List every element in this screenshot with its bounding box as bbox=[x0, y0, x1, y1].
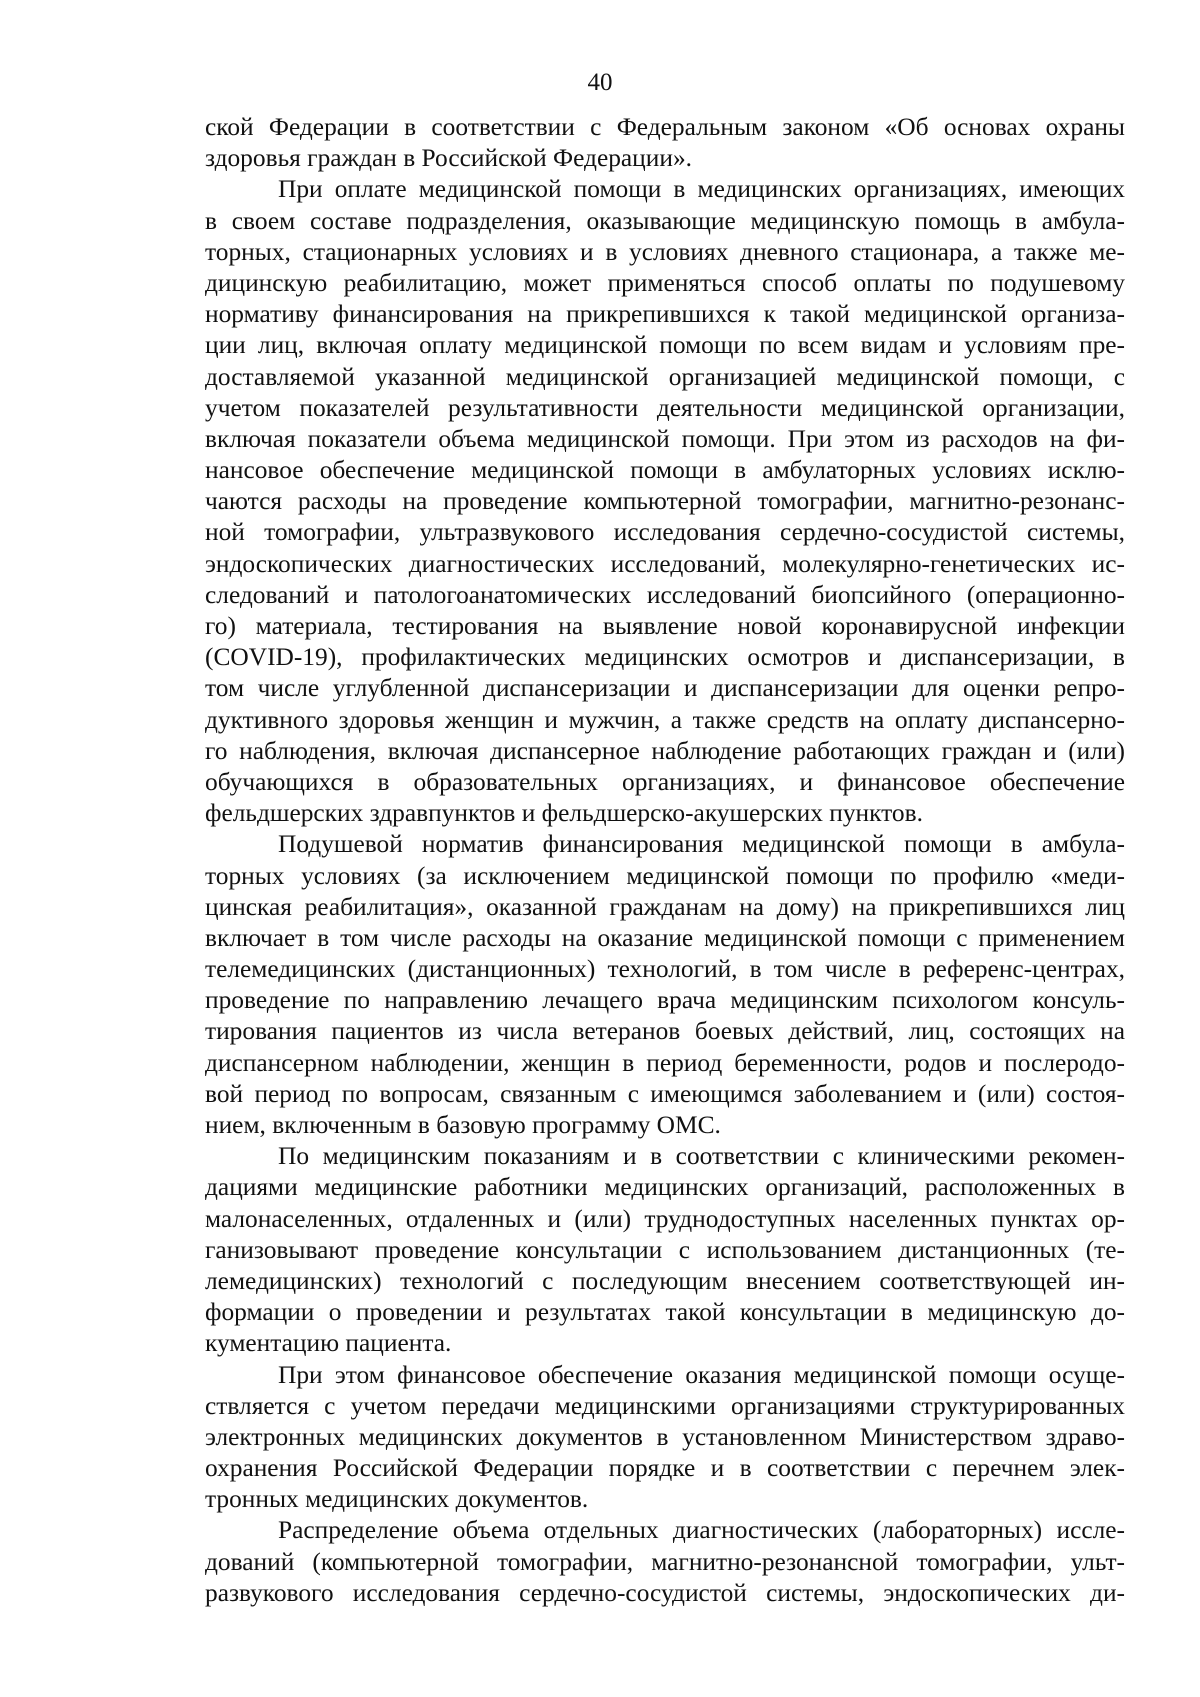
text-line: чаются расходы на проведение компьютерной томографии, магнитно-резонанс- bbox=[205, 487, 1125, 516]
text-line: обучающихся в образовательных организациях, и финансовое обеспечение bbox=[205, 767, 1125, 796]
text-line: нансовое обеспечение медицинской помощи в амбулаторных условиях исклю- bbox=[205, 456, 1125, 485]
text-line: тронных медицинских документов. bbox=[205, 1485, 589, 1514]
paragraph bbox=[205, 829, 1125, 1141]
paragraph bbox=[205, 1141, 1125, 1359]
text-line: го наблюдения, включая диспансерное наблюдение работающих граждан и (или) bbox=[205, 736, 1125, 765]
text-line: вой период по вопросам, связанным с имеющимся заболеванием и (или) состоя- bbox=[205, 1079, 1125, 1108]
text-line: (COVID-19), профилактических медицинских осмотров и диспансеризации, в bbox=[205, 643, 1125, 672]
text-line: учетом показателей результативности деятельности медицинской организации, bbox=[205, 393, 1125, 422]
paragraph bbox=[205, 174, 1125, 829]
page-number: 40 bbox=[587, 69, 613, 96]
text-line: телемедицинских (дистанционных) технологий, в том числе в референс-центрах, bbox=[205, 955, 1125, 984]
text-line: цинская реабилитация», оказанной гражданам на дому) на прикрепившихся лиц bbox=[205, 892, 1125, 921]
text-line: дуктивного здоровья женщин и мужчин, а также средств на оплату диспансерно- bbox=[205, 705, 1125, 734]
text-line: развукового исследования сердечно-сосудистой системы, эндоскопических ди- bbox=[205, 1578, 1125, 1607]
text-line: здоровья граждан в Российской Федерации». bbox=[205, 144, 692, 173]
text-line: включает в том числе расходы на оказание медицинской помощи с применением bbox=[205, 923, 1125, 952]
text-line: диспансерном наблюдении, женщин в период беременности, родов и послеродо- bbox=[205, 1048, 1125, 1077]
paragraph bbox=[205, 1360, 1125, 1516]
text-line: малонаселенных, отдаленных и (или) труднодоступных населенных пунктах ор- bbox=[205, 1204, 1125, 1233]
document-body bbox=[205, 112, 1125, 1609]
text-line: ской Федерации в соответствии с Федеральным законом «Об основах охраны bbox=[205, 113, 1125, 141]
text-line: При этом финансовое обеспечение оказания медицинской помощи осуще- bbox=[278, 1360, 1125, 1389]
text-line: Подушевой норматив финансирования медицинской помощи в амбула- bbox=[278, 830, 1125, 859]
text-line: электронных медицинских документов в установленном Министерством здраво- bbox=[205, 1422, 1125, 1451]
text-line: лемедицинских) технологий с последующим внесением соответствующей ин- bbox=[205, 1266, 1125, 1295]
text-line: охранения Российской Федерации порядке и в соответствии с перечнем элек- bbox=[205, 1454, 1125, 1483]
text-line: в своем составе подразделения, оказывающие медицинскую помощь в амбула- bbox=[205, 206, 1125, 235]
text-line: ной томографии, ультразвукового исследования сердечно-сосудистой системы, bbox=[205, 518, 1125, 547]
text-line: торных, стационарных условиях и в условиях дневного стационара, а также ме- bbox=[205, 237, 1125, 266]
text-line: При оплате медицинской помощи в медицинских организациях, имеющих bbox=[278, 175, 1125, 204]
text-line: По медицинским показаниям и в соответствии с клиническими рекомен- bbox=[278, 1142, 1125, 1171]
text-line: тирования пациентов из числа ветеранов боевых действий, лиц, состоящих на bbox=[205, 1017, 1125, 1046]
text-line: том числе углубленной диспансеризации и диспансеризации для оценки репро- bbox=[205, 674, 1125, 703]
text-line: ганизовывают проведение консультации с использованием дистанционных (те- bbox=[205, 1235, 1125, 1264]
text-line: го) материала, тестирования на выявление новой коронавирусной инфекции bbox=[205, 612, 1125, 640]
text-line: дований (компьютерной томографии, магнитно-резонансной томографии, ульт- bbox=[205, 1547, 1125, 1576]
text-line: проведение по направлению лечащего врача медицинским психологом консуль- bbox=[205, 986, 1125, 1015]
paragraph bbox=[205, 112, 1125, 174]
text-line: нормативу финансирования на прикрепившихся к такой медицинской организа- bbox=[205, 300, 1125, 329]
text-line: ции лиц, включая оплату медицинской помощи по всем видам и условиям пре- bbox=[205, 331, 1125, 360]
text-line: торных условиях (за исключением медицинской помощи по профилю «меди- bbox=[205, 861, 1125, 890]
paragraph bbox=[205, 1515, 1125, 1609]
text-line: кументацию пациента. bbox=[205, 1329, 452, 1358]
text-line: следований и патологоанатомических исследований биопсийного (операционно- bbox=[205, 580, 1125, 609]
text-line: нием, включенным в базовую программу ОМС. bbox=[205, 1111, 721, 1139]
text-line: формации о проведении и результатах такой консультации в медицинскую до- bbox=[205, 1298, 1125, 1327]
text-line: доставляемой указанной медицинской организацией медицинской помощи, с bbox=[205, 362, 1125, 391]
text-line: Распределение объема отдельных диагностических (лабораторных) иссле- bbox=[278, 1516, 1125, 1545]
text-line: эндоскопических диагностических исследований, молекулярно-генетических ис- bbox=[205, 549, 1125, 578]
text-line: дицинскую реабилитацию, может применяться способ оплаты по подушевому bbox=[205, 268, 1125, 297]
text-line: ствляется с учетом передачи медицинскими организациями структурированных bbox=[205, 1391, 1125, 1420]
text-line: фельдшерских здравпунктов и фельдшерско-акушерских пунктов. bbox=[205, 799, 923, 828]
text-line: дациями медицинские работники медицинских организаций, расположенных в bbox=[205, 1173, 1125, 1202]
text-line: включая показатели объема медицинской помощи. При этом из расходов на фи- bbox=[205, 424, 1125, 453]
